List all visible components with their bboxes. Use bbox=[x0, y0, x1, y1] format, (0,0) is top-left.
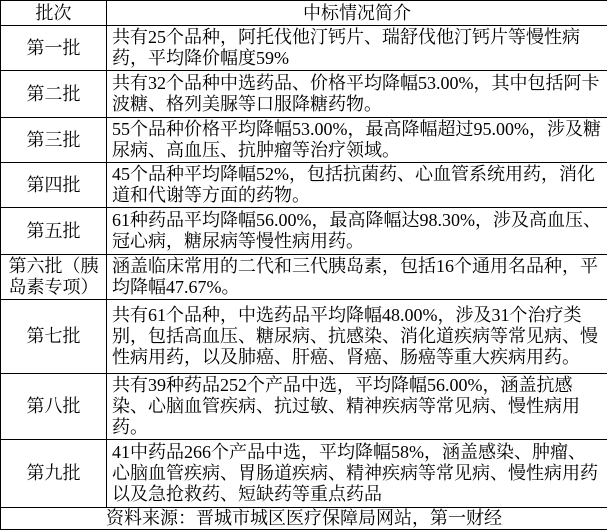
batch-summary: 55个品种价格平均降幅53.00%，最高降幅超过95.00%，涉及糖尿病、高血压、抗肿瘤等治疗领域。 bbox=[107, 118, 607, 163]
table-row-batch-3 bbox=[1, 118, 607, 163]
batch-label: 第九批 bbox=[1, 440, 107, 508]
source-row bbox=[1, 508, 607, 530]
table-row-batch-2 bbox=[1, 71, 607, 118]
batch-summary: 共有61个品种，中选药品平均降幅48.00%，涉及31个治疗类别，包括高血压、糖尿病、抗感染、消化道疾病等常见病、慢性病用药，以及肺癌、肝癌、肾癌、肠癌等重大疾病用药。 bbox=[107, 300, 607, 374]
batch-label: 第二批 bbox=[1, 71, 107, 118]
table-row-batch-1 bbox=[1, 26, 607, 71]
batch-summary: 共有25个品种，阿托伐他汀钙片、瑞舒伐他汀钙片等慢性病药，平均降价幅度59% bbox=[107, 26, 607, 71]
table-row-batch-5 bbox=[1, 208, 607, 255]
table-row-batch-4 bbox=[1, 163, 607, 208]
column-header-batch: 批次 bbox=[1, 1, 107, 26]
table-row-batch-9 bbox=[1, 440, 607, 508]
source-note: 资料来源：晋城市城区医疗保障局网站，第一财经 bbox=[1, 508, 607, 530]
batch-summary: 61种药品平均降幅56.00%，最高降幅达98.30%，涉及高血压、冠心病，糖尿病等慢性病用药。 bbox=[107, 208, 607, 255]
batch-summary: 45个品种平均降幅52%，包括抗菌药、心血管系统用药，消化道和代谢等方面的药物。 bbox=[107, 163, 607, 208]
batch-summary: 共有32个品种中选药品、价格平均降幅53.00%，其中包括阿卡波糖、格列美脲等口服降糖药物。 bbox=[107, 71, 607, 118]
table-header-row bbox=[1, 1, 607, 26]
table-row-batch-6 bbox=[1, 255, 607, 300]
batch-label: 第五批 bbox=[1, 208, 107, 255]
table-row-batch-8 bbox=[1, 374, 607, 440]
batch-summary: 涵盖临床常用的二代和三代胰岛素，包括16个通用名品种，平均降幅47.67%。 bbox=[107, 255, 607, 300]
batch-label: 第一批 bbox=[1, 26, 107, 71]
batch-label: 第六批（胰岛素专项） bbox=[1, 255, 107, 300]
batch-label: 第三批 bbox=[1, 118, 107, 163]
batch-summary: 41中药品266个产品中选，平均降幅58%，涵盖感染、肿瘤、心脑血管疾病、胃肠道疾病、精神疾病等常见病、慢性病用药以及急抢救药、短缺药等重点药品 bbox=[107, 440, 607, 508]
column-header-summary: 中标情况简介 bbox=[107, 1, 607, 26]
table-row-batch-7 bbox=[1, 300, 607, 374]
batch-summary: 共有39种药品252个产品中选，平均降幅56.00%，涵盖抗感染、心脑血管疾病、抗过敏、精神疾病等常见病、慢性病用药。 bbox=[107, 374, 607, 440]
batch-label: 第七批 bbox=[1, 300, 107, 374]
batch-label: 第八批 bbox=[1, 374, 107, 440]
batch-label: 第四批 bbox=[1, 163, 107, 208]
